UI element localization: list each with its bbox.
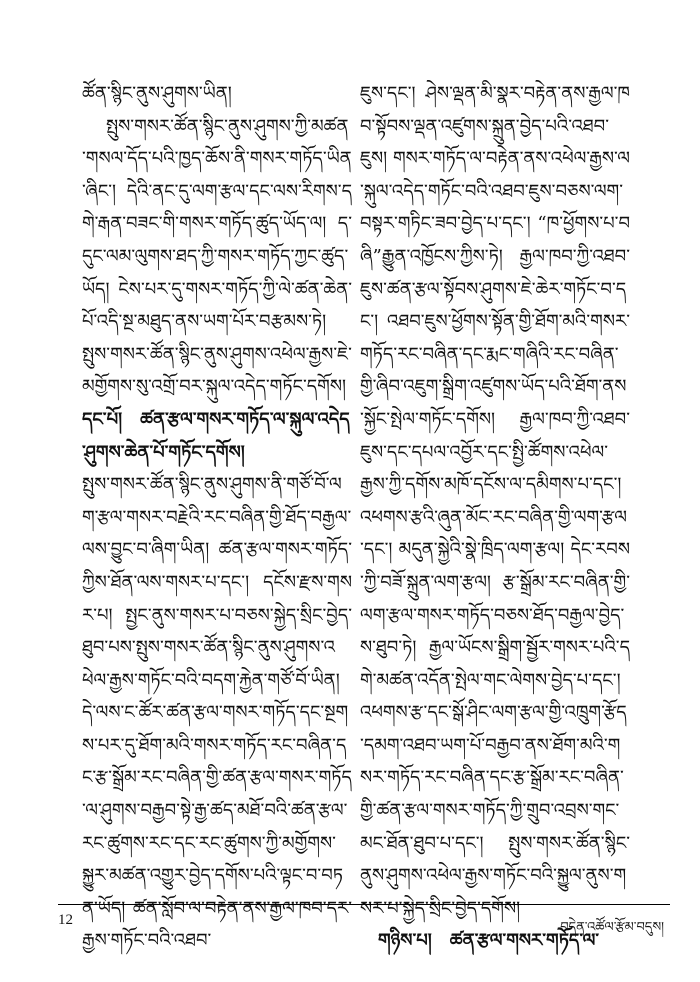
paragraph: སྤུས་གསར་ཚོན་སྙིང་ནུས་ཤུགས་ཀྱི་མཚན་གསལ་དོད་པའི་ཁྱད་ཆོས་ནི་གསར་གཏོད་ཡིན་ཞིང་། དེའི་ནང་དུ་ལག་རྩལ་དང་ལས་རིགས་དགེ་རྒན་བཟང་གི་གསར་གཏོད་ཚུད་ཡོད་ལ། ད་དུང་ལམ་ལུགས་ཐད་ཀྱི་གསར་གཏོད་ཀྱང་ཚུད་ཡོད། ངེས་པར་དུ་གསར་གཏོད་ཀྱི་ལེ་ཚན་ཆེན་པོ་འདི་སྔ་མཐུད་ནས་ཡག་པོར་བརྩམས་ཏེ། སྤུས་གསར་ཚོན་སྙིང་ནུས་ཤུགས་འཕེལ་རྒྱས་ཇེ་མགྱོགས་སུ་འགྲོ་བར་སྐུལ་འདེད་གཏོང་དགོས། (82, 115, 352, 398)
right-column (360, 78, 630, 958)
section-title: ཚན་རྩལ་གསར་གཏོད་ལ་སྐུལ་འདེད་ཤུགས་ཆེན་པོ་གཏོང་དགོས། (82, 408, 350, 463)
section-heading-1 (82, 404, 352, 469)
section-number: གཉིས་པ། (378, 930, 432, 952)
paragraph: ཚོན་སྙིང་ནུས་ཤུགས་ཡིན། (82, 83, 232, 104)
section-title: ཚན་རྩལ་གསར་གཏོད་ལ་ (449, 930, 600, 952)
page-number: 12 (58, 912, 73, 928)
left-column (82, 78, 352, 958)
paragraph: སྤུས་གསར་ཚོན་སྙིང་ནུས་ཤུགས་ནི་གཙོ་བོ་ལག་རྩལ་གསར་བརྗེའི་རང་བཞིན་གྱི་ཐོད་བརྒྱལ་ལས་བྱུང་བ་ཞིག་ཡིན། ཚན་རྩལ་གསར་གཏོད་ཀྱིས་ཐོན་ལས་གསར་པ་དང་། དངོས་རྫས་གསར་པ། སྤྱང་ནུས་གསར་པ་བཅས་སྐྱེད་སྲིང་བྱེད་ཐུབ་པས་སྤུས་གསར་ཚོན་སྙིང་ནུས་ཤུགས་འཕེལ་རྒྱས་གཏོང་བའི་བདག་རྐྱེན་གཙོ་བོ་ཡིན། དེ་ལས་ང་ཚོར་ཚན་རྩལ་གསར་གཏོད་དང་སྔགས་པར་དུ་ཐོག་མའི་གསར་གཏོད་རང་བཞིན་དང་རྩ་སྒྲོམ་རང་བཞིན་གྱི་ཚན་རྩལ་གསར་གཏོད་ལ་ཤུགས་བརྒྱབ་སྟེ་རྒྱ་ཚད་མཐོ་བའི་ཚན་རྩལ་རང་ཚུགས་རང་དང་རང་ཚུགས་ཀྱི་མགྱོགས་སྐྱུར་མཚན་འགྱུར་བྱེད་དགོས་པའི་ལྟང་བ་བཏན་ཡོད། ཚན་སློབ་ལ་བརྟེན་ནས་རྒྱལ་ཁབ་དར་རྒྱས་གཏོང་བའི་འཐབ་ (82, 474, 352, 952)
paragraph: ཇུས་དང་། ཤེས་ལྡན་མི་སྣར་བརྟེན་ནས་རྒྱལ་ཁབ་སྟོབས་ལྡན་འཛུགས་སྐྲུན་བྱེད་པའི་འཐབ་ཇུས། གསར་གཏོད་ལ་བརྟེན་ནས་འཕེལ་རྒྱས་ལ་སྐུལ་འདེད་གཏོང་བའི་འཐབ་ཇུས་བཅས་ལག་བསྟར་གཏིང་ཟབ་བྱེད་པ་དང་། “ཁ་ཕྱོགས་པ་བཞི”རྒྱུན་འཁྱོངས་ཀྱིས་ཏེ། རྒྱལ་ཁབ་ཀྱི་འཐབ་ཇུས་ཚན་རྩལ་སྟོབས་ཤུགས་ཇེ་ཆེར་གཏོང་བ་དང་། འཐབ་ཇུས་ཕྱོགས་སྟོན་གྱི་ཐོག་མའི་གསར་གཏོད་རང་བཞིན་དང་རྨང་གཞིའི་རང་བཞིན་གྱི་ཞིབ་འཇུག་སྒྲིག་འཛུགས་ཡོད་པའི་ཐོག་ནས་སྐྱོང་སྤེལ་གཏོང་དགོས། རྒྱལ་ཁབ་ཀྱི་འཐབ་ཇུས་དང་དཔལ་འབྱོར་དང་སྤྱི་ཚོགས་འཕེལ་རྒྱས་ཀྱི་དགོས་མཁོ་དངོས་ལ་དམིགས་པ་དང་། འཕགས་རྩའི་ཞུན་མོང་རང་བཞིན་གྱི་ལག་རྩལ་དང་། མདུན་སྐྱེའི་སྣེ་ཁྲིད་ལག་རྩལ། དེང་རབས་ཀྱི་བཟོ་སྐྲུན་ལག་རྩལ། རྩ་སྒྲོམ་རང་བཞིན་གྱི་ལག་རྩལ་གསར་གཏོད་བཅས་ཐོད་བརྒྱལ་བྱེད་ས་ཐུབ་ཏེ། རྒྱལ་ཡོངས་སྒྲིག་སྦྱོར་གསར་པའི་དགེ་མཚན་འདོན་སྤེལ་གང་ལེགས་བྱེད་པ་དང་། འཕགས་རྩ་དང་སྒོ་ཤིང་ལག་རྩལ་གྱི་འཁྲུག་རྩོད་དམག་འཐབ་ཡག་པོ་བརྒྱབ་ནས་ཐོག་མའི་གསར་གཏོད་རང་བཞིན་དང་རྩ་སྒྲོམ་རང་བཞིན་གྱི་ཚན་རྩལ་གསར་གཏོད་ཀྱི་གྲུབ་འབྲས་གང་མང་ཐོན་ཐུབ་པ་དང་། སྤུས་གསར་ཚོན་སྙིང་ནུས་ཤུགས་འཕེལ་རྒྱས་གཏོང་བའི་སྐྱུལ་ནུས་གསར་པ་སྐྱེད་སྲིང་བྱེད་དགོས། (360, 83, 630, 919)
running-title: བདེན་འཚོལ་རྩོམ་བདུས། (560, 920, 664, 935)
footer-divider (58, 904, 670, 905)
section-number: དང་པོ། (82, 408, 123, 430)
